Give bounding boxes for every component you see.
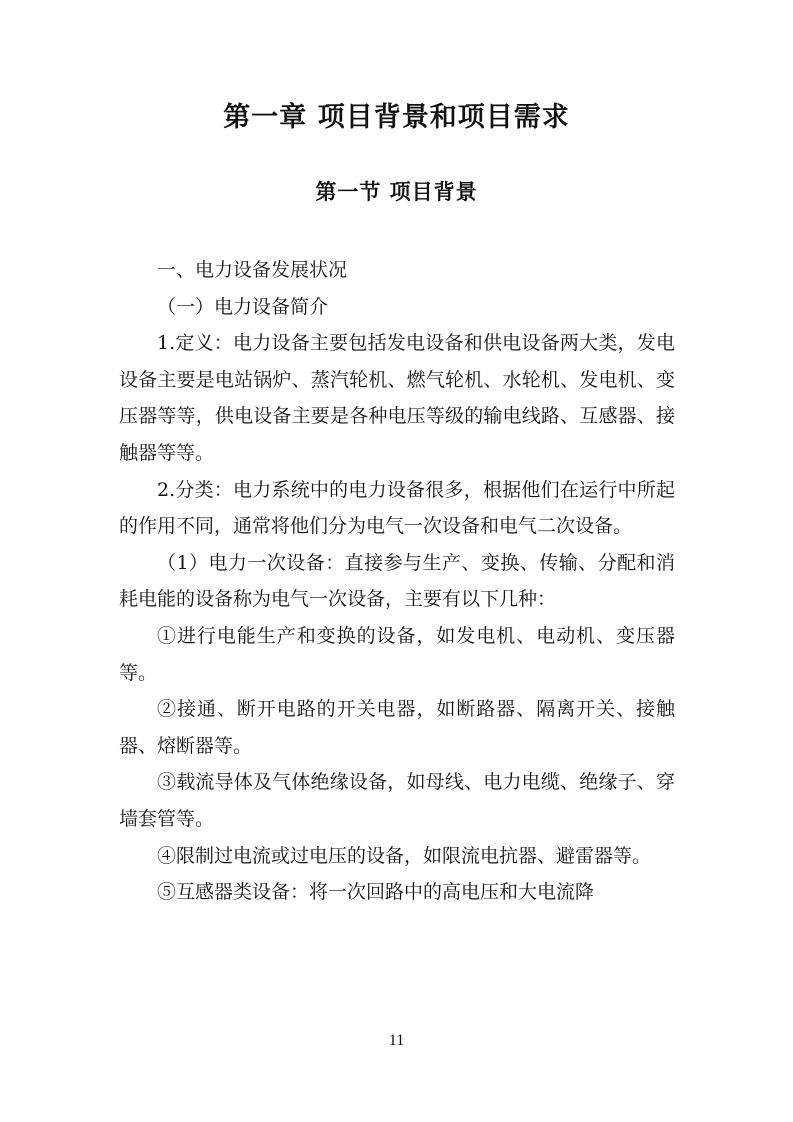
paragraph-classification: 2.分类：电力系统中的电力设备很多，根据他们在运行中所起的作用不同，通常将他们分为电气一次设备和电气二次设备。 [119,478,675,538]
subheading-equipment-intro: （一）电力设备简介 [157,295,329,318]
body-text [119,252,675,911]
paragraph-definition: 1.定义：电力设备主要包括发电设备和供电设备两大类，发电设备主要是电站锅炉、蒸汽轮机、燃气轮机、水轮机、发电机、变压器等等，供电设备主要是各种电压等级的输电线路、互感器、接触器等等。 [119,332,675,464]
list-item-2: ②接通、断开电路的开关电器，如断路器、隔离开关、接触器、熔断器等。 [119,698,675,757]
paragraph-primary-equipment: （1）电力一次设备：直接参与生产、变换、传输、分配和消耗电能的设备称为电气一次设备，主要有以下几种： [119,551,675,611]
section-title: 第一节 项目背景 [315,179,478,204]
list-item-3: ③载流导体及气体绝缘设备，如母线、电力电缆、绝缘子、穿墙套管等。 [119,771,675,830]
list-item-4: ④限制过电流或过电压的设备，如限流电抗器、避雷器等。 [157,844,652,867]
list-item-5: ⑤互感器类设备：将一次回路中的高电压和大电流降 [157,881,595,904]
heading-power-equipment-status: 一、电力设备发展状况 [157,259,348,281]
chapter-title: 第一章 项目背景和项目需求 [223,102,570,133]
list-item-1: ①进行电能生产和变换的设备，如发电机、电动机、变压器等。 [119,624,675,684]
page-number: 11 [388,1032,405,1049]
